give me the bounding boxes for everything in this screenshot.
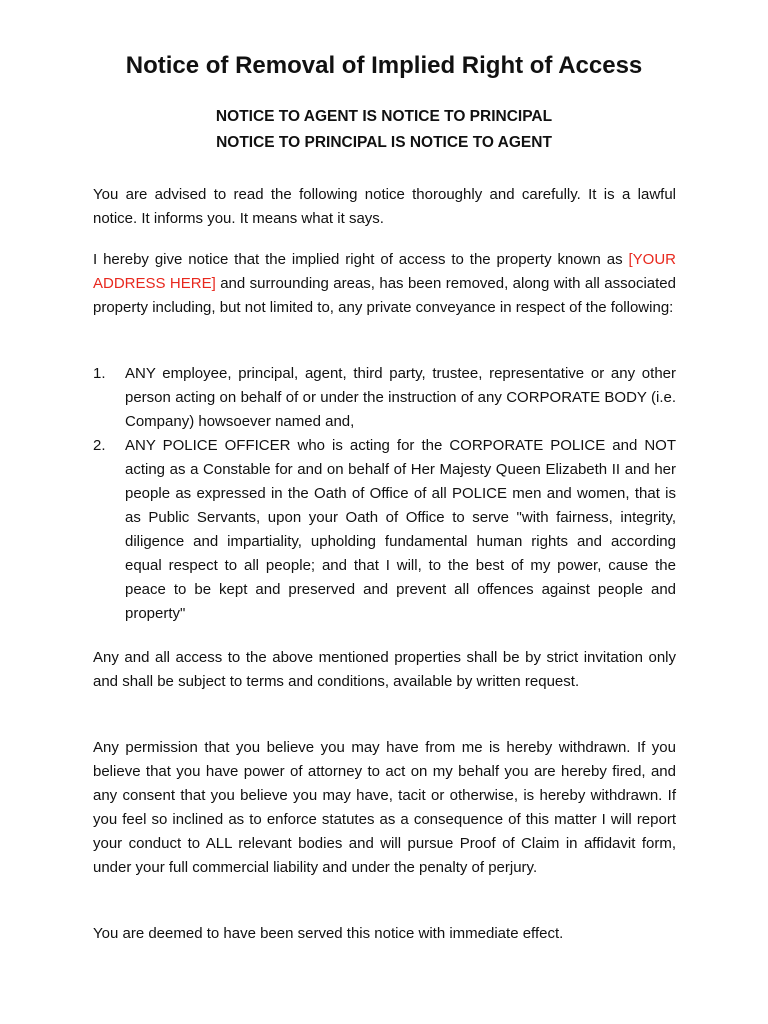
list-item-text: ANY employee, principal, agent, third party, trustee, representative or any other person acting on behalf of or under the instruction of any CORPORATE BODY (i.e. Company) howsoever named and, — [125, 365, 676, 430]
paragraph-access: Any and all access to the above mentioned properties shall be by strict invitation only and shall be subject to terms and conditions, available by written request. — [93, 649, 676, 690]
paragraph-advisory: You are advised to read the following notice thoroughly and carefully. It is a lawful notice. It informs you. It means what it says. — [93, 186, 676, 227]
address-placeholder: [YOUR ADDRESS HERE] — [93, 251, 676, 292]
list-item-number: 1. — [93, 365, 106, 382]
paragraph-notice-before: I hereby give notice that the implied right of access to the property known as — [93, 251, 629, 268]
subtitle-agent-principal: NOTICE TO AGENT IS NOTICE TO PRINCIPAL — [215, 108, 553, 125]
list-item-text: ANY POLICE OFFICER who is acting for the CORPORATE POLICE and NOT acting as a Constable for and on behalf of Her Majesty Queen Elizabeth II and her people as expressed in the Oath of Office of all POLICE men and women, that is as Public Servants, upon your Oath of Office to serve "with fairness, integrity, diligence and impartiality, upholding fundamental human rights and according equal respect to all people; and that I will, to the best of my power, cause the peace to be kept and preserved and prevent all offences against people and property" — [125, 437, 676, 622]
paragraph-notice-after: and surrounding areas, has been removed, along with all associated property including, but not limited to, any private conveyance in respect of the following: — [93, 275, 676, 316]
list-item-number: 2. — [93, 437, 106, 454]
numbered-list — [93, 362, 676, 626]
subtitle-principal-agent: NOTICE TO PRINCIPAL IS NOTICE TO AGENT — [216, 134, 552, 151]
paragraph-served: You are deemed to have been served this notice with immediate effect. — [93, 925, 564, 942]
list-item — [93, 362, 676, 434]
paragraph-permission: Any permission that you believe you may have from me is hereby withdrawn. If you believe that you have power of attorney to act on my behalf you are hereby fired, and any consent that you believe you may have, tacit or otherwise, is hereby withdrawn. If you feel so inclined as to enforce statutes as a consequence of this matter I will report your conduct to ALL relevant bodies and will pursue Proof of Claim in affidavit form, under your full commercial liability and under the penalty of perjury. — [93, 739, 676, 876]
document-title: Notice of Removal of Implied Right of Access — [125, 52, 643, 79]
list-item — [93, 434, 676, 626]
paragraph-notice — [93, 248, 676, 320]
subtitle-block — [0, 104, 768, 156]
